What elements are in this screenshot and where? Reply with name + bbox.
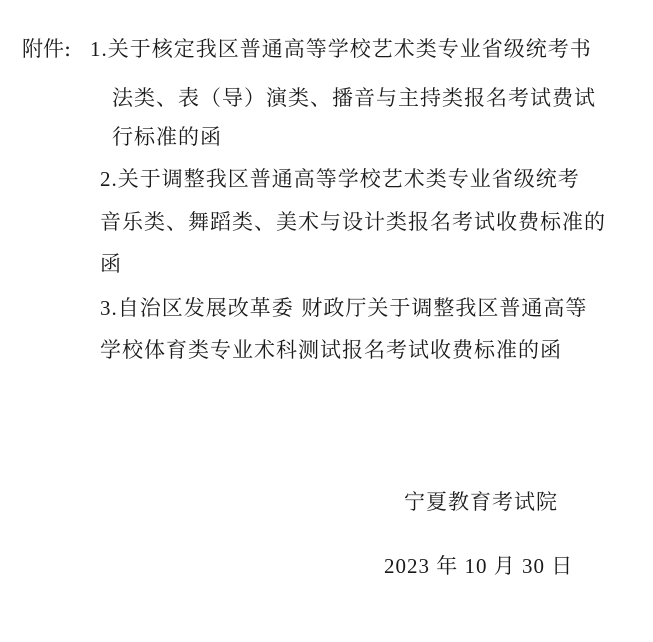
attachment-number: 2. [100, 167, 118, 191]
attachment-title-line: 函 [100, 252, 122, 276]
attachment-title-line: 音乐类、舞蹈类、美术与设计类报名考试收费标准的 [100, 210, 606, 234]
attachment-title-line: 学校体育类专业术科测试报名考试收费标准的函 [100, 338, 562, 362]
attachment-item-3 [100, 293, 587, 323]
attachment-number: 3. [100, 296, 118, 320]
attachment-number: 1. [90, 37, 108, 61]
attachment-title-line: 行标准的函 [112, 125, 222, 149]
attachments-label: 附件: [22, 37, 72, 61]
attachment-title-line: 自治区发展改革委 财政厅关于调整我区普通高等 [117, 296, 588, 320]
attachment-title-line: 关于核定我区普通高等学校艺术类专业省级统考书 [107, 37, 592, 61]
attachment-item-2 [100, 164, 580, 194]
issuing-organization: 宁夏教育考试院 [404, 490, 558, 514]
issue-date: 2023 年 10 月 30 日 [384, 554, 574, 578]
attachment-item-1 [90, 34, 592, 64]
attachment-title-line: 法类、表（导）演类、播音与主持类报名考试费试 [112, 86, 596, 110]
attachment-title-line: 关于调整我区普通高等学校艺术类专业省级统考 [117, 167, 580, 191]
